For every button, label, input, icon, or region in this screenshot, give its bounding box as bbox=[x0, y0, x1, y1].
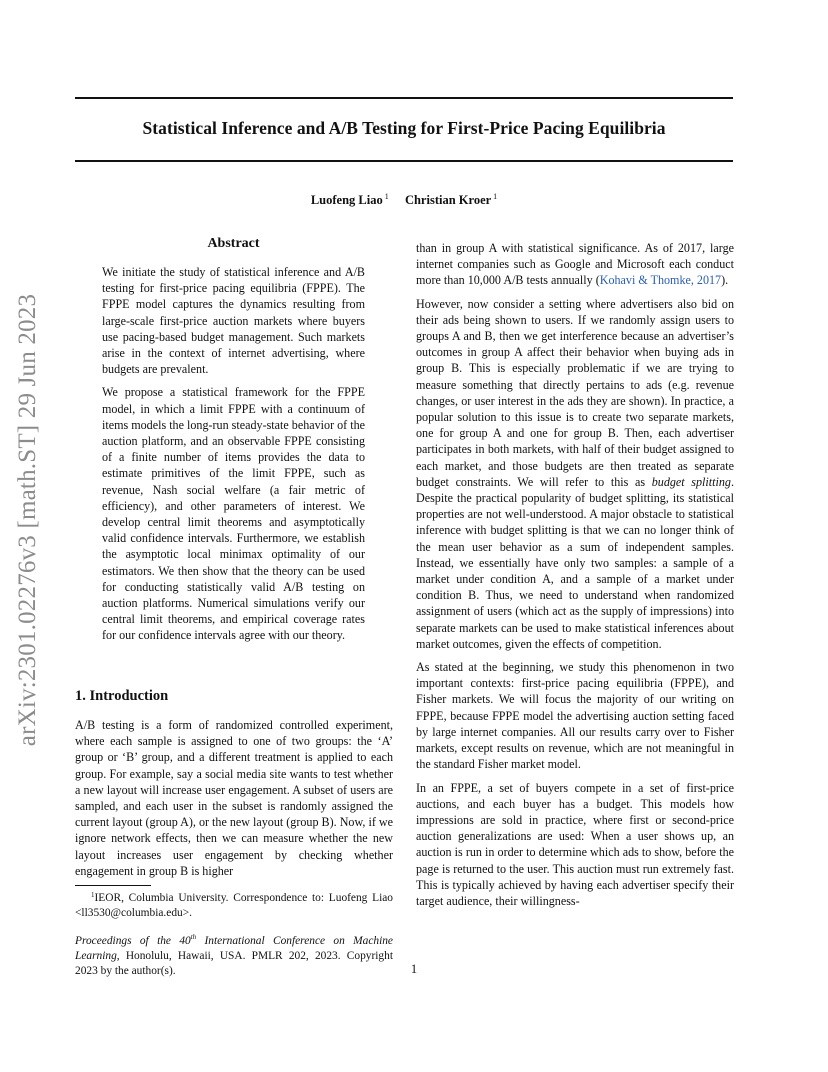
right-column bbox=[416, 240, 734, 909]
abstract-heading: Abstract bbox=[207, 236, 260, 251]
author-name: Luofeng Liao bbox=[310, 193, 383, 207]
author-name: Christian Kroer bbox=[404, 193, 492, 207]
title-top-rule bbox=[75, 97, 733, 99]
intro-body bbox=[75, 717, 393, 879]
right-paragraph: As stated at the beginning, we study this phenomenon in two important contexts: first-price pacing equilibria (FPPE), and Fisher markets. We will focus the majority of our writing on FPPE, because FPPE model the advertising auction setting faced by large internet companies. All our results carry over to Fisher markets, except results on revenue, which are not meaningful in the standard Fisher market model. bbox=[416, 660, 734, 772]
paragraph-text: than in group A with statistical significance. As of 2017, large internet companies such as Google and Microsoft each conduct more than 10,000 A/B tests annually ( bbox=[416, 241, 734, 288]
footnote bbox=[75, 888, 393, 921]
section-heading-introduction: 1. Introduction bbox=[75, 688, 169, 704]
right-paragraph bbox=[416, 296, 734, 652]
paper-title: Statistical Inference and A/B Testing for First-Price Pacing Equilibria bbox=[142, 118, 666, 138]
author-affil-mark: 1 bbox=[384, 192, 389, 201]
proceedings-ordinal-sup: th bbox=[190, 933, 197, 941]
emphasis-text: budget splitting bbox=[651, 474, 731, 489]
paragraph-text: . Despite the practical popularity of budget splitting, its statistical properties are not well-understood. A major obstacle to statistical inference with budget splitting is that we can no longer think of the mean user behavior as a sum of independent samples. Instead, we essentially have only two samples: a sample of a market under condition A, and a sample of a market under condition B. Thus, we need to understand when randomized assignment of users (which act as the supply of impressions) into separate markets can be used to make statistical inferences about market outcomes, given the effects of competition. bbox=[416, 474, 734, 651]
proceedings-ordinal: 40 bbox=[179, 934, 191, 947]
footnote-text: IEOR, Columbia University. Correspondence to: Luofeng Liao <ll3530@columbia.edu>. bbox=[75, 892, 393, 919]
proceedings-rest: , Honolulu, Hawaii, USA. PMLR 202, 2023. Copyright 2023 by the author(s). bbox=[75, 949, 393, 977]
arxiv-id: arXiv:2301.02276v3 [math.ST] 29 Jun 2023 bbox=[14, 293, 41, 747]
paragraph-text: ). bbox=[721, 273, 729, 288]
page-number: 1 bbox=[410, 962, 418, 976]
footnote-mark: 1 bbox=[91, 891, 95, 899]
author-affil-mark: 1 bbox=[493, 192, 498, 201]
abstract-paragraph: We propose a statistical framework for the FPPE model, in which a limit FPPE with a continuum of items models the long-run steady-state behavior of the auction platform, and an observable FPPE consisting of a finite number of items provides the data to estimate primitives of the limit FPPE, such as revenue, Nash social welfare (a fair metric of efficiency), and other parameters of interest. We develop central limit theorems and asymptotically valid confidence intervals. Furthermore, we establish the asymptotic local minimax optimality of our estimators. We then show that the theory can be used for conducting statistically valid A/B testing on auction platforms. Numerical simulations verify our central limit theorems, and empirical coverage rates for our confidence intervals agree with our theory. bbox=[102, 385, 365, 643]
proceedings-prefix: Proceedings of the bbox=[75, 934, 180, 947]
abstract-paragraph: We initiate the study of statistical inference and A/B testing for first-price pacing equilibria (FPPE). The FPPE model captures the dynamics resulting from large-scale first-price auction markets where buyers use pacing-based budget management. Such markets arise in the context of internet advertising, where budgets are prevalent. bbox=[102, 265, 365, 377]
footnote-rule bbox=[75, 885, 151, 886]
intro-paragraph: A/B testing is a form of randomized controlled experiment, where each sample is assigned to one of two groups: the ‘A’ group or ‘B’ group, and a different treatment is applied to each group. For example, say a social media site wants to test whether a new layout will increase user engagement. A subset of users are sampled, and each user in the subset is randomly assigned the current layout (group A), or the new layout (group B). Now, if we ignore network effects, then we can measure whether the new layout increases user engagement by checking whether engagement in group B is higher bbox=[75, 718, 393, 878]
citation-link[interactable]: Kohavi & Thomke, 2017 bbox=[599, 273, 722, 288]
right-paragraph: In an FPPE, a set of buyers compete in a set of first-price auctions, and each buyer has a budget. This models how impressions are sold in practice, where first or second-price auction generalizations are used: When a user shows up, an auction is run in order to determine which ads to show, before the page is returned to the user. This auction must run extremely fast. This is typically achieved by having each advertiser specify their target audience, their willingness- bbox=[416, 780, 734, 908]
author-list bbox=[75, 192, 733, 208]
proceedings-venue: International Conference on Machine Learning bbox=[75, 934, 393, 962]
paragraph-text: However, now consider a setting where advertisers also bid on their ads being shown to users. If we randomly assign users to groups A and B, then we get interference because an advertiser’s outcomes in group A affect their behavior when buying ads in group B. This is especially problematic if we are trying to measure something that directly pertains to ads (e.g. revenue changes, or user interest in the ads they are shown). In practice, a popular solution to this issue is to create two separate markets, one for group A and one for group B. Then, each advertiser participates in both markets, with half of their budget assigned to each market, and those budgets are then treated as separate budget constraints. We will refer to this as bbox=[416, 296, 734, 489]
abstract-body bbox=[102, 264, 365, 644]
right-paragraph bbox=[416, 240, 734, 289]
title-bottom-rule bbox=[75, 160, 733, 162]
